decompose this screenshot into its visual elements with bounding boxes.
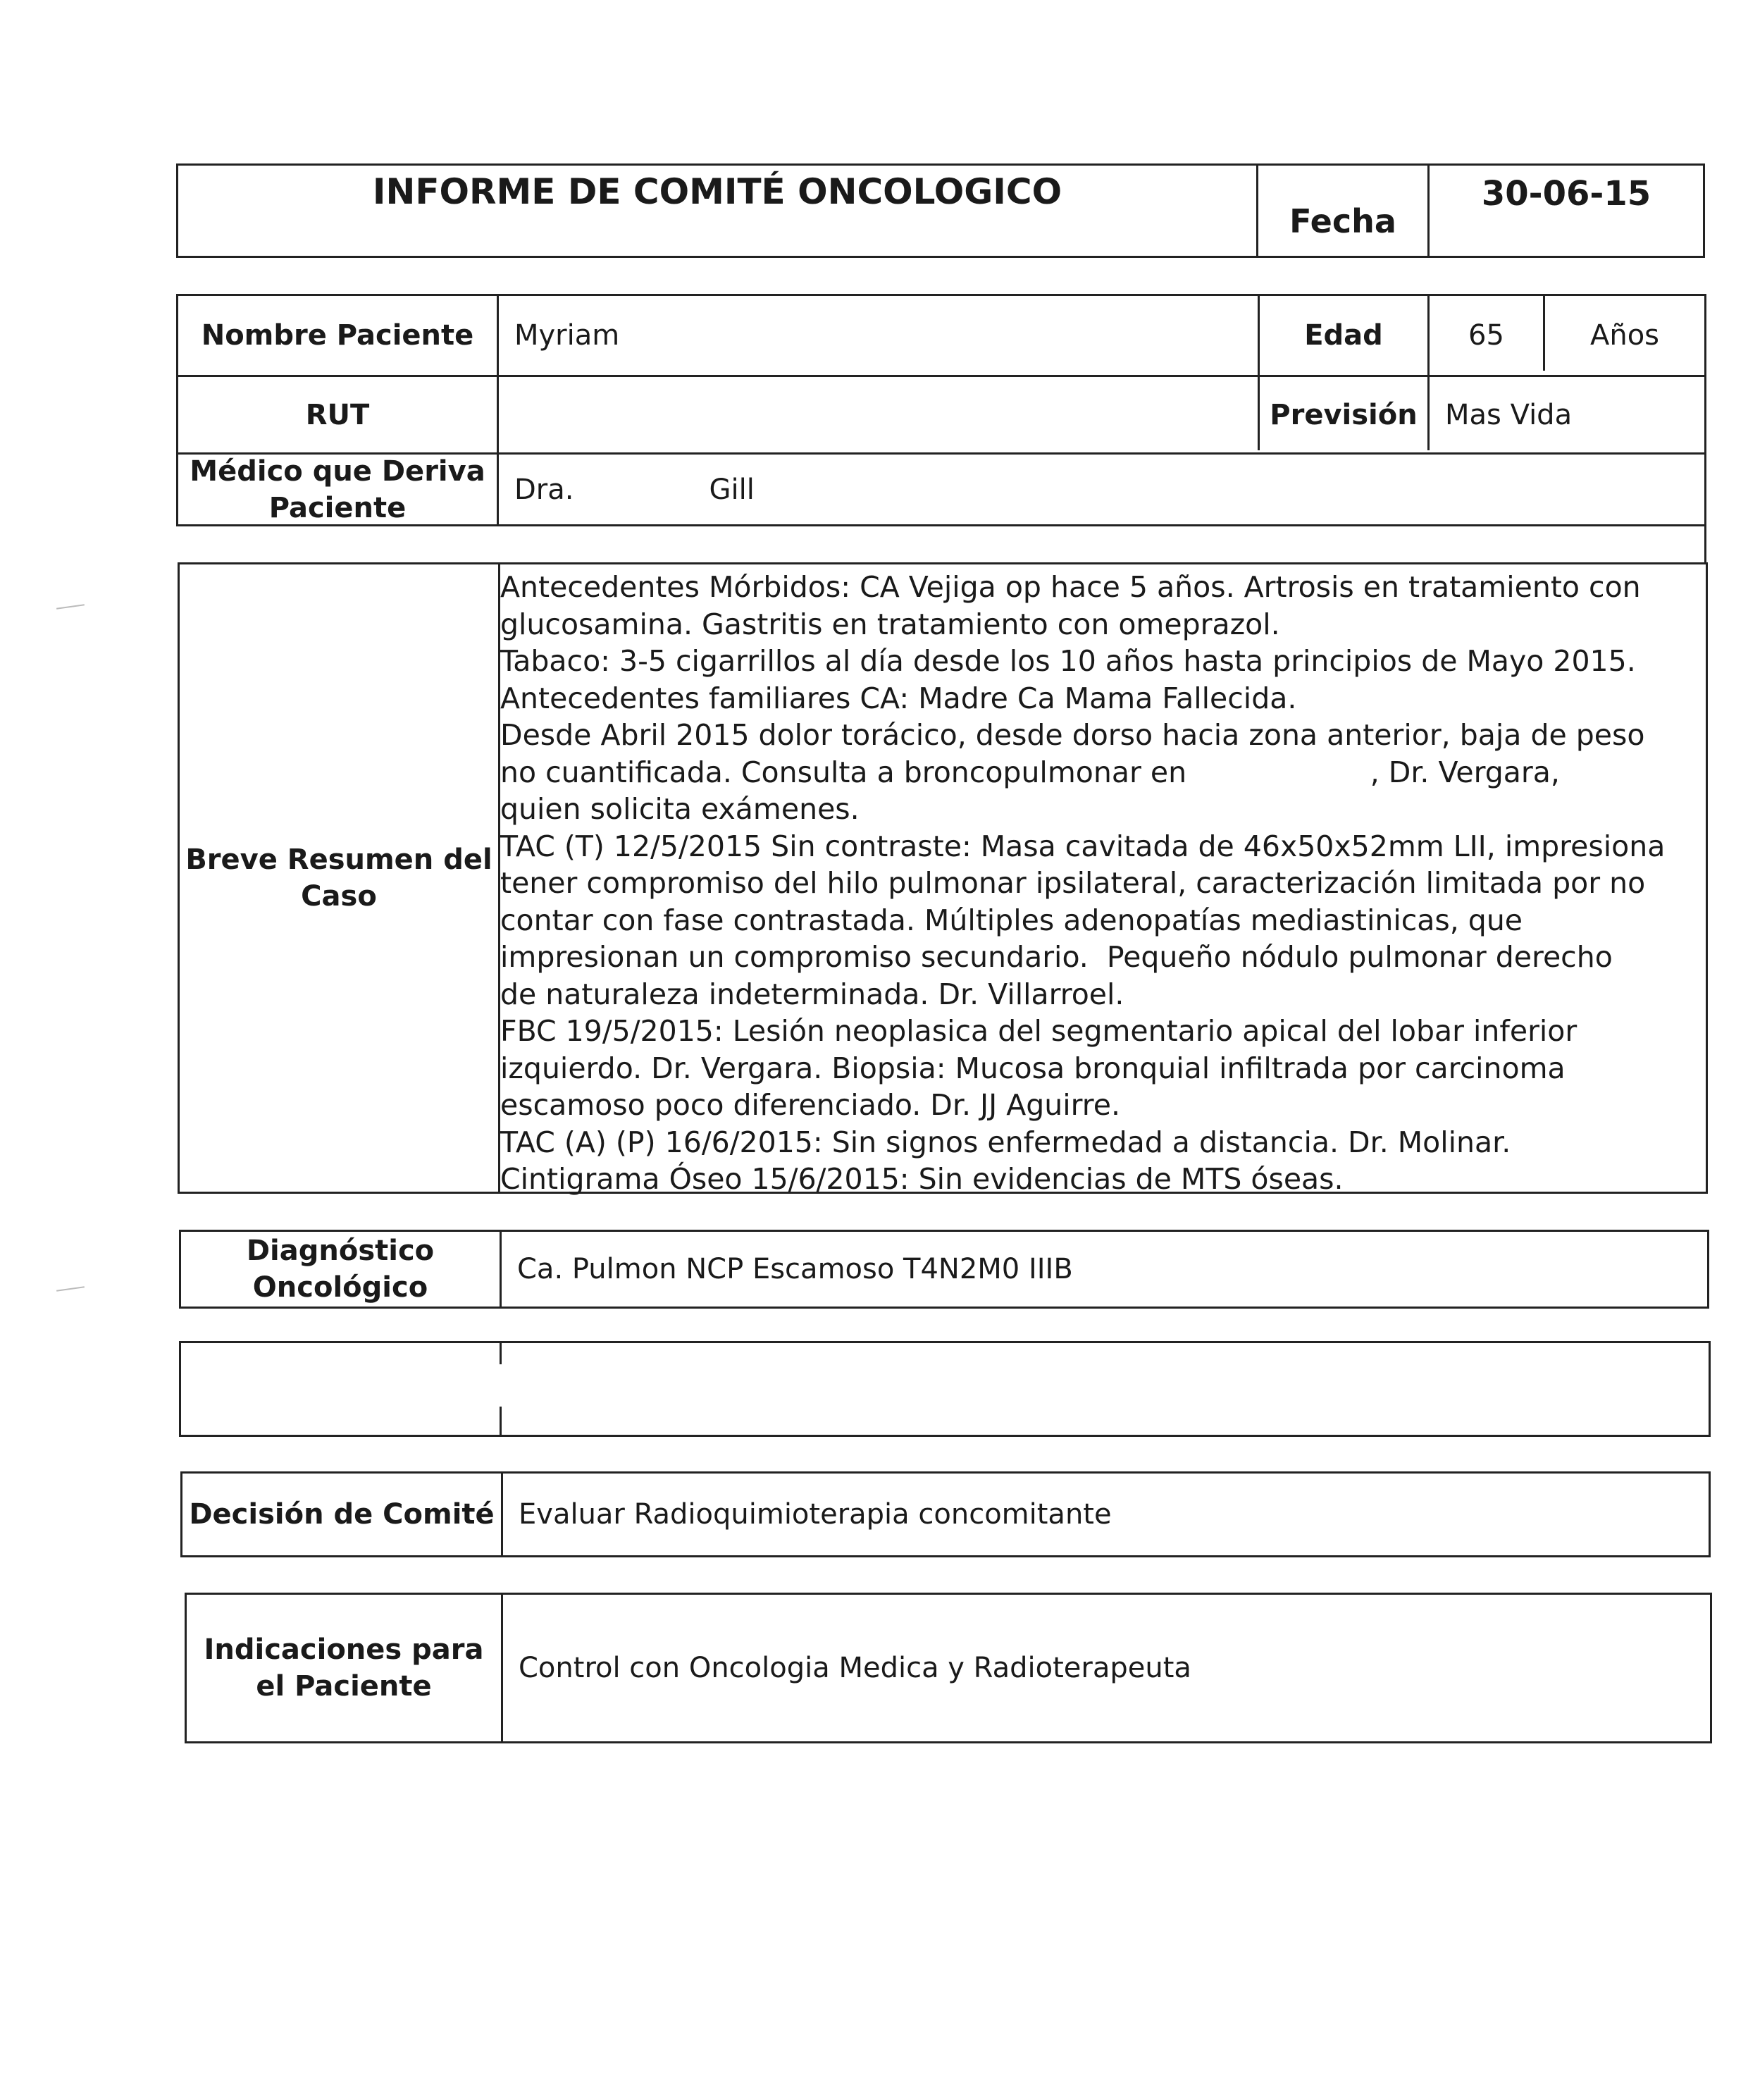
- resumen-line: FBC 19/5/2015: Lesión neoplasica del segmentario apical del lobar inferior: [500, 1014, 1577, 1048]
- empty-table: [179, 1341, 1711, 1437]
- resumen-line: Tabaco: 3-5 cigarrillos al día desde los 10 años hasta principios de Mayo 2015.: [500, 644, 1636, 678]
- patient-table: [176, 294, 1706, 526]
- scan-mark: [56, 604, 85, 610]
- prevision-value: Mas Vida: [1445, 398, 1573, 431]
- resumen-line: glucosamina. Gastritis en tratamiento con omeprazol.: [500, 607, 1280, 641]
- resumen-line: Antecedentes Mórbidos: CA Vejiga op hace 5 años. Artrosis en tratamiento con: [500, 570, 1641, 604]
- decision-label: Decisión de Comité: [189, 1498, 495, 1531]
- decision-table: [180, 1471, 1711, 1557]
- fecha-label: Fecha: [1289, 202, 1396, 240]
- diagnostico-table: [179, 1230, 1709, 1309]
- resumen-label: [180, 564, 498, 1192]
- medico-value: [499, 455, 1697, 524]
- resumen-line: impresionan un compromiso secundario. Pequeño nódulo pulmonar derecho: [500, 940, 1613, 974]
- resumen-label-line2: Caso: [301, 880, 377, 913]
- resumen-line: escamoso poco diferenciado. Dr. JJ Aguirre.: [500, 1088, 1121, 1122]
- resumen-label-line1: Breve Resumen del: [185, 844, 492, 876]
- resumen-table: [178, 562, 1708, 1194]
- resumen-line: quien solicita exámenes.: [500, 792, 860, 826]
- edad-label: Edad: [1304, 319, 1383, 352]
- separator-line: [1704, 526, 1706, 563]
- resumen-text: [500, 569, 1685, 1198]
- diagnostico-label-line2: Oncológico: [252, 1271, 428, 1304]
- indicaciones-table: [185, 1593, 1712, 1743]
- resumen-line: contar con fase contrastada. Múltiples adenopatías mediastinicas, que: [500, 903, 1523, 937]
- medico-title: Dra.: [514, 473, 574, 506]
- diagnostico-value: Ca. Pulmon NCP Escamoso T4N2M0 IIIB: [517, 1253, 1073, 1285]
- rut-value: [499, 377, 1258, 452]
- medico-label-line1: Médico que Deriva: [190, 455, 485, 488]
- resumen-line: Antecedentes familiares CA: Madre Ca Mama Fallecida.: [500, 681, 1297, 715]
- decision-value: Evaluar Radioquimioterapia concomitante: [519, 1498, 1112, 1531]
- diagnostico-label: [181, 1232, 500, 1307]
- resumen-line: TAC (T) 12/5/2015 Sin contraste: Masa cavitada de 46x50x52mm LII, impresiona: [500, 829, 1666, 863]
- resumen-line: tener compromiso del hilo pulmonar ipsilateral, caracterización limitada por no: [500, 866, 1646, 900]
- diagnostico-label-line1: Diagnóstico: [246, 1235, 435, 1267]
- prevision-label: Previsión: [1270, 398, 1418, 431]
- resumen-line: no cuantificada. Consulta a broncopulmonar en , Dr. Vergara,: [500, 755, 1560, 789]
- indicaciones-label-line2: el Paciente: [256, 1670, 432, 1703]
- resumen-line: de naturaleza indeterminada. Dr. Villarroel.: [500, 977, 1124, 1011]
- nombre-paciente-label: Nombre Paciente: [201, 319, 474, 352]
- medico-name: Gill: [709, 473, 755, 506]
- report-title: INFORME DE COMITÉ ONCOLOGICO: [372, 171, 1062, 212]
- indicaciones-value: Control con Oncologia Medica y Radioterapeuta: [519, 1652, 1191, 1684]
- resumen-line: TAC (A) (P) 16/6/2015: Sin signos enfermedad a distancia. Dr. Molinar.: [500, 1125, 1511, 1159]
- resumen-line: izquierdo. Dr. Vergara. Biopsia: Mucosa bronquial infiltrada por carcinoma: [500, 1051, 1566, 1085]
- empty-table-tick: [500, 1343, 502, 1364]
- empty-table-tick: [500, 1407, 502, 1435]
- medico-label-line2: Paciente: [268, 491, 407, 524]
- indicaciones-label-line1: Indicaciones para: [204, 1633, 484, 1666]
- edad-value: 65: [1468, 319, 1504, 352]
- edad-unit: Años: [1589, 319, 1660, 352]
- resumen-line: Cintigrama Óseo 15/6/2015: Sin evidencias de MTS óseas.: [500, 1162, 1344, 1196]
- header-table: [176, 163, 1705, 258]
- nombre-paciente-value: Myriam: [514, 319, 620, 352]
- resumen-line: Desde Abril 2015 dolor torácico, desde dorso hacia zona anterior, baja de peso: [500, 718, 1645, 752]
- fecha-value: 30-06-15: [1481, 174, 1651, 214]
- scan-mark: [56, 1286, 85, 1292]
- rut-label: RUT: [305, 398, 370, 431]
- indicaciones-label: [187, 1595, 501, 1741]
- medico-label: [178, 455, 497, 524]
